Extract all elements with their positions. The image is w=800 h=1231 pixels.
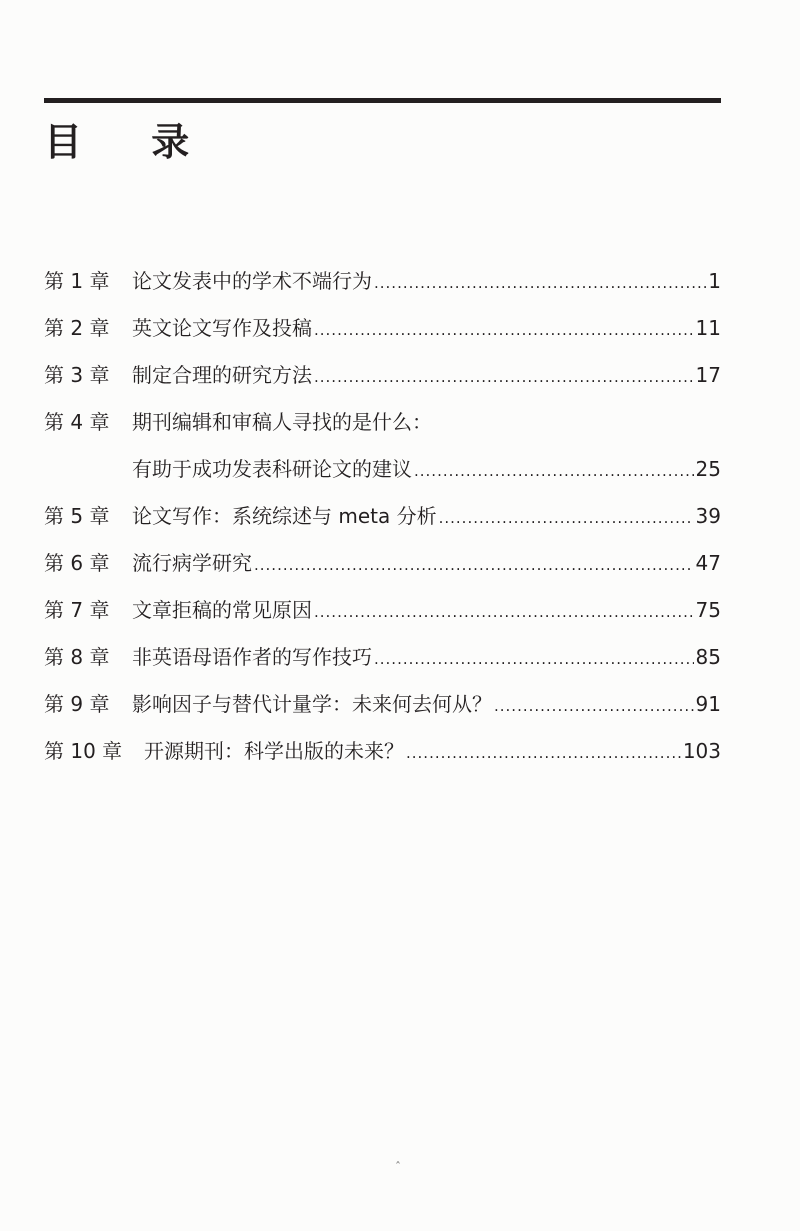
toc-entry-continuation[interactable] [44, 446, 721, 493]
chapter-number: 第 3 章 [44, 363, 110, 387]
chapter-number: 第 7 章 [44, 598, 110, 622]
page-title: 目 录 [44, 120, 218, 164]
toc-entry[interactable] [44, 258, 721, 305]
chapter-number: 第 6 章 [44, 551, 110, 575]
page-number: 103 [682, 739, 721, 763]
page-number: 75 [695, 598, 721, 622]
dot-leader [406, 730, 681, 777]
page-number: 47 [695, 551, 721, 575]
page-number: 85 [695, 645, 721, 669]
chapter-title: 开源期刊：科学出版的未来？ [144, 739, 404, 763]
chapter-title: 期刊编辑和审稿人寻找的是什么： [132, 410, 432, 434]
page-number: 25 [695, 457, 721, 481]
chapter-title-continuation: 有助于成功发表科研论文的建议 [132, 457, 412, 481]
toc-entry[interactable] [44, 634, 721, 681]
header-rule [44, 98, 721, 103]
page-number: 11 [695, 316, 721, 340]
dot-leader [374, 260, 706, 307]
chapter-number: 第 5 章 [44, 504, 110, 528]
chapter-number: 第 2 章 [44, 316, 110, 340]
toc-entry[interactable] [44, 587, 721, 634]
chapter-title: 论文发表中的学术不端行为 [132, 269, 372, 293]
chapter-title: 文章拒稿的常见原因 [132, 598, 312, 622]
chapter-title: 论文写作：系统综述与 meta 分析 [132, 504, 437, 528]
toc-entry[interactable] [44, 305, 721, 352]
chapter-title: 制定合理的研究方法 [132, 363, 312, 387]
footer-mark: ˆ [395, 1160, 401, 1174]
page-number: 1 [708, 269, 721, 293]
chapter-title: 英文论文写作及投稿 [132, 316, 312, 340]
dot-leader [314, 354, 694, 401]
toc-entry[interactable] [44, 352, 721, 399]
chapter-title: 非英语母语作者的写作技巧 [132, 645, 372, 669]
dot-leader [314, 589, 694, 636]
dot-leader [314, 307, 694, 354]
dot-leader [439, 495, 694, 542]
dot-leader [254, 542, 694, 589]
dot-leader [494, 683, 694, 730]
toc-entry[interactable] [44, 493, 721, 540]
chapter-number: 第 10 章 [44, 739, 123, 763]
chapter-number: 第 1 章 [44, 269, 110, 293]
toc-entry[interactable] [44, 728, 721, 775]
chapter-title: 流行病学研究 [132, 551, 252, 575]
chapter-number: 第 8 章 [44, 645, 110, 669]
chapter-title: 影响因子与替代计量学：未来何去何从？ [132, 692, 492, 716]
toc-entry[interactable] [44, 399, 721, 446]
chapter-number: 第 4 章 [44, 410, 110, 434]
chapter-number: 第 9 章 [44, 692, 110, 716]
dot-leader [374, 636, 694, 683]
toc-entry[interactable] [44, 681, 721, 728]
dot-leader [414, 448, 694, 495]
table-of-contents [44, 258, 721, 775]
page-number: 17 [695, 363, 721, 387]
page-number: 91 [695, 692, 721, 716]
page-number: 39 [695, 504, 721, 528]
toc-entry[interactable] [44, 540, 721, 587]
